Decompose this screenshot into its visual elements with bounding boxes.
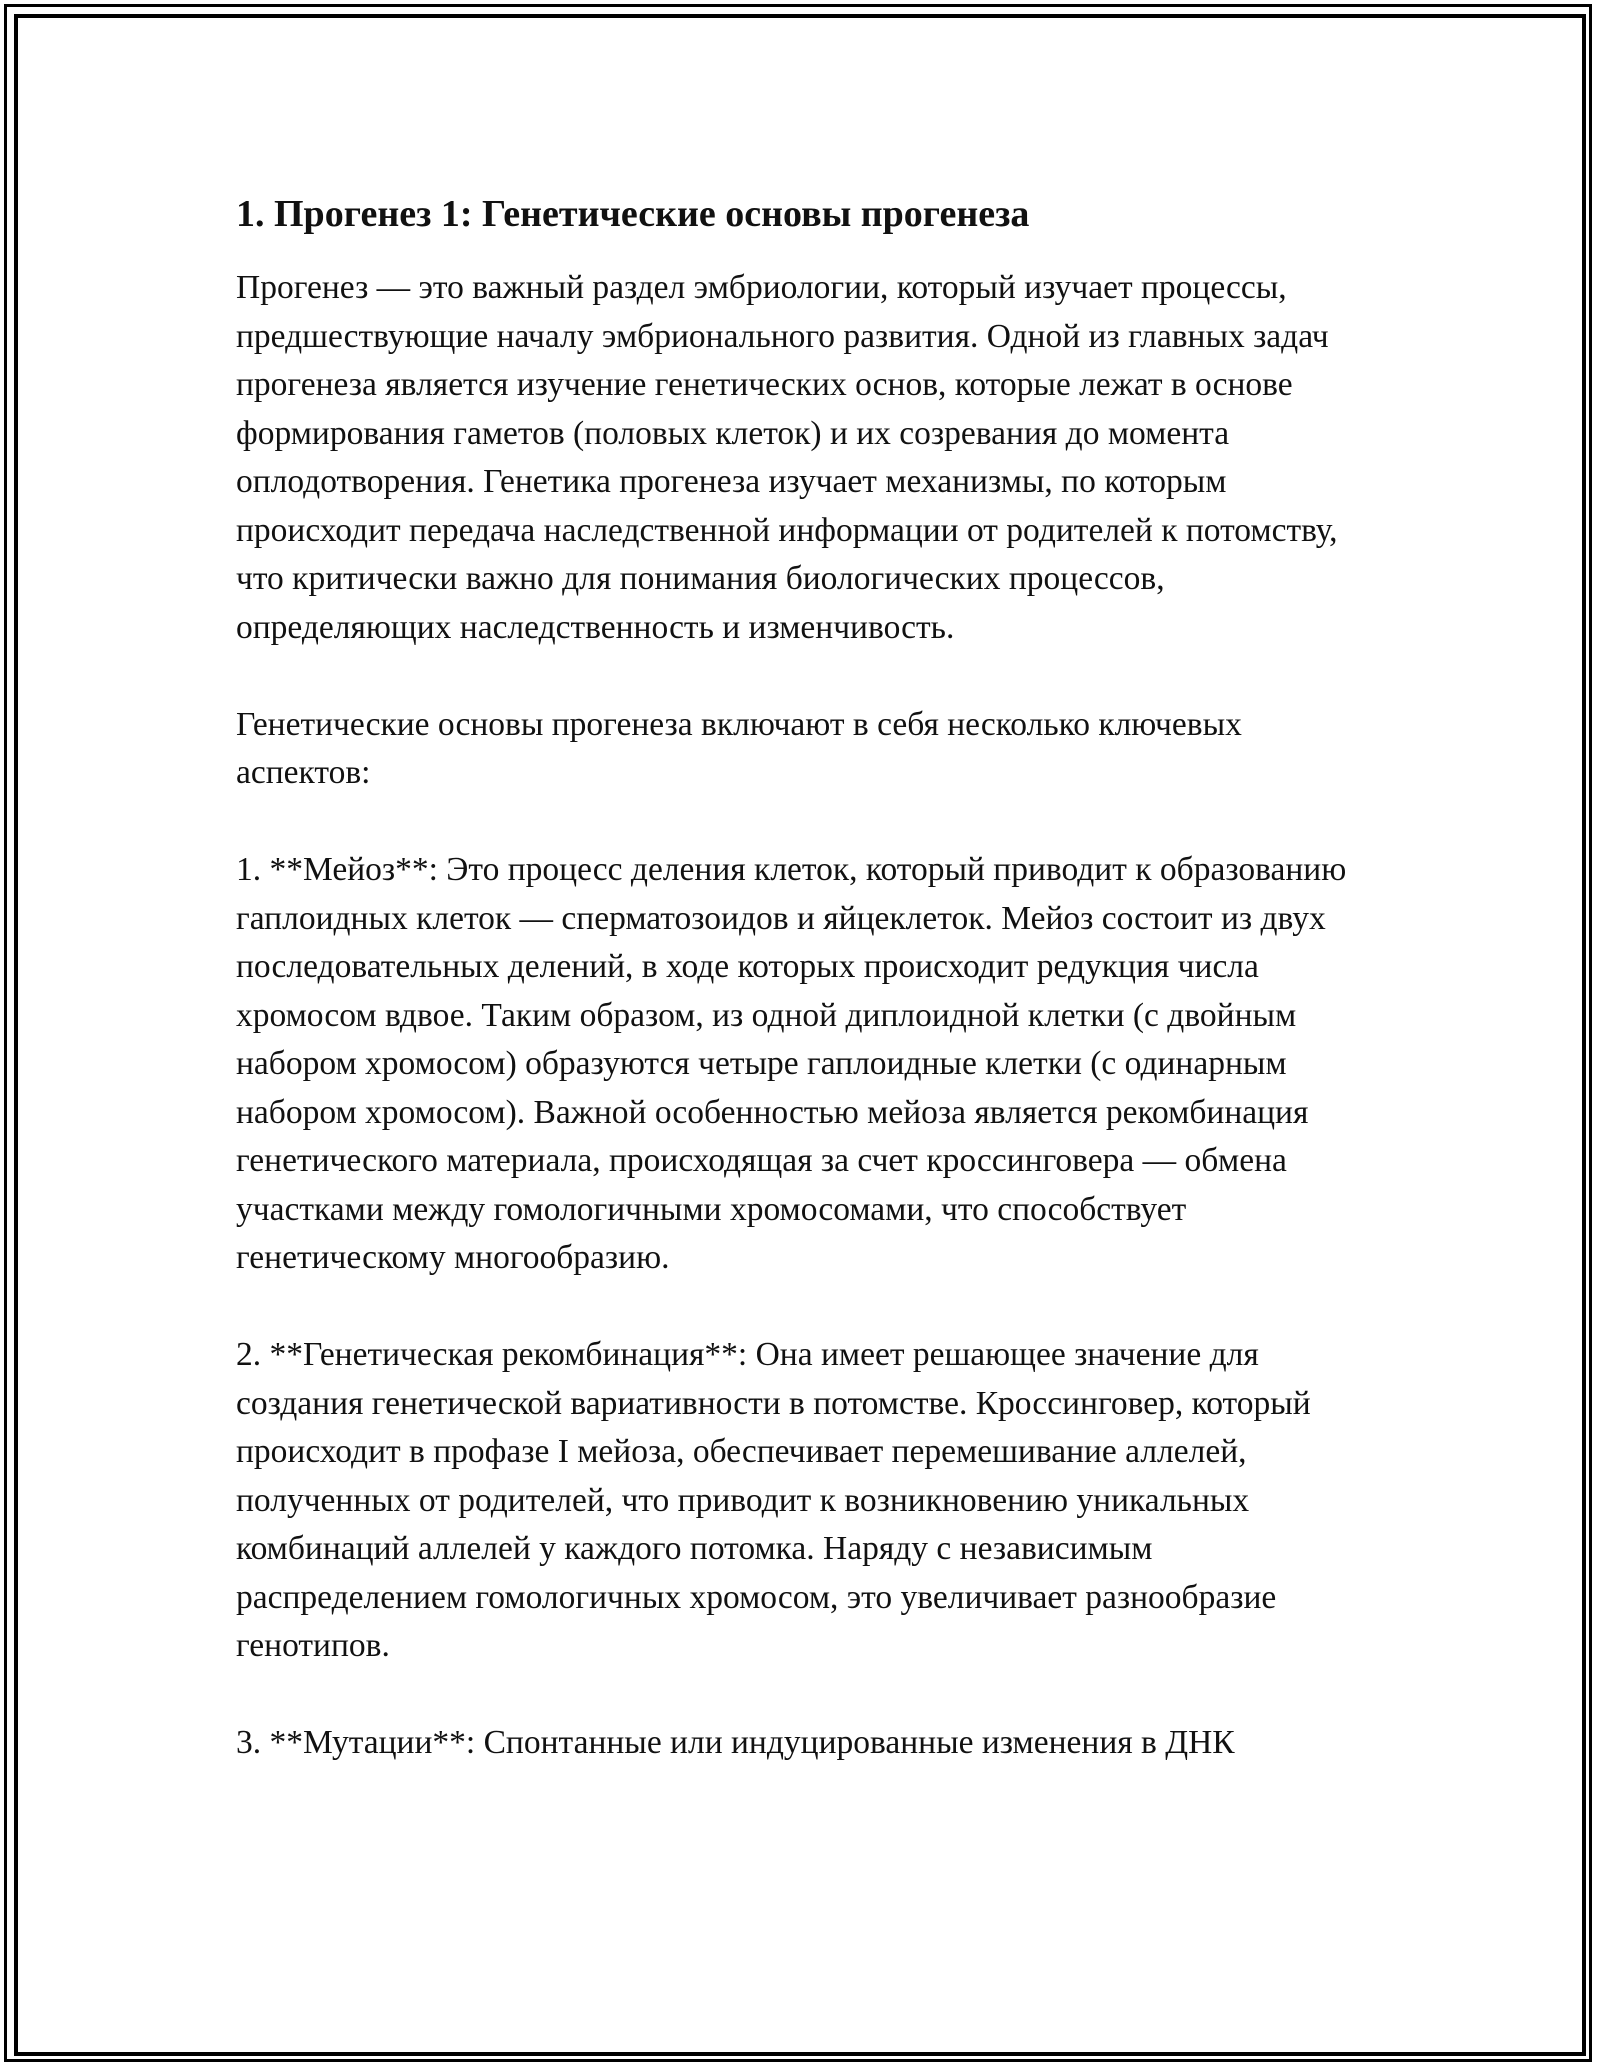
paragraph-aspects-lead: Генетические основы прогенеза включают в себя несколько ключевых аспектов: — [236, 705, 1242, 791]
paragraph-intro: Прогенез — это важный раздел эмбриологии, который изучает процессы, предшествующие началу эмбрионального развития. Одной из главных задач прогенеза является изучение генетических основ, которые лежат в основе формирования гаметов (половых клеток) и их созревания до момента оплодотворения. Генетика прогенеза изучает механизмы, по которым происходит передача наследственной информации от родителей к потомству, что критически важно для понимания биологических процессов, определяющих наследственность и изменчивость. — [236, 269, 1338, 646]
document-title: 1. Прогенез 1: Генетические основы прогенеза — [236, 193, 1030, 235]
paragraph-mutations: 3. **Мутации**: Спонтанные или индуцированные изменения в ДНК — [236, 1724, 1235, 1761]
paragraph-recombination: 2. **Генетическая рекомбинация**: Она имеет решающее значение для создания генетической вариативности в потомстве. Кроссинговер, который происходит в профазе I мейоза, обеспечивает перемешивание аллелей, полученных от родителей, что приводит к возникновению уникальных комбинаций аллелей у каждого потомка. Наряду с независимым распределением гомологичных хромосом, это увеличивает разнообразие генотипов. — [236, 1336, 1311, 1664]
document-body — [236, 186, 1366, 1816]
paragraph-meiosis: 1. **Мейоз**: Это процесс деления клеток, который приводит к образованию гаплоидных клеток — сперматозоидов и яйцеклеток. Мейоз состоит из двух последовательных делений, в ходе которых происходит редукция числа хромосом вдвое. Таким образом, из одной диплоидной клетки (с двойным набором хромосом) образуются четыре гаплоидные клетки (с одинарным набором хромосом). Важной особенностью мейоза является рекомбинация генетического материала, происходящая за счет кроссинговера — обмена участками между гомологичными хромосомами, что способствует генетическому многообразию. — [236, 851, 1347, 1276]
